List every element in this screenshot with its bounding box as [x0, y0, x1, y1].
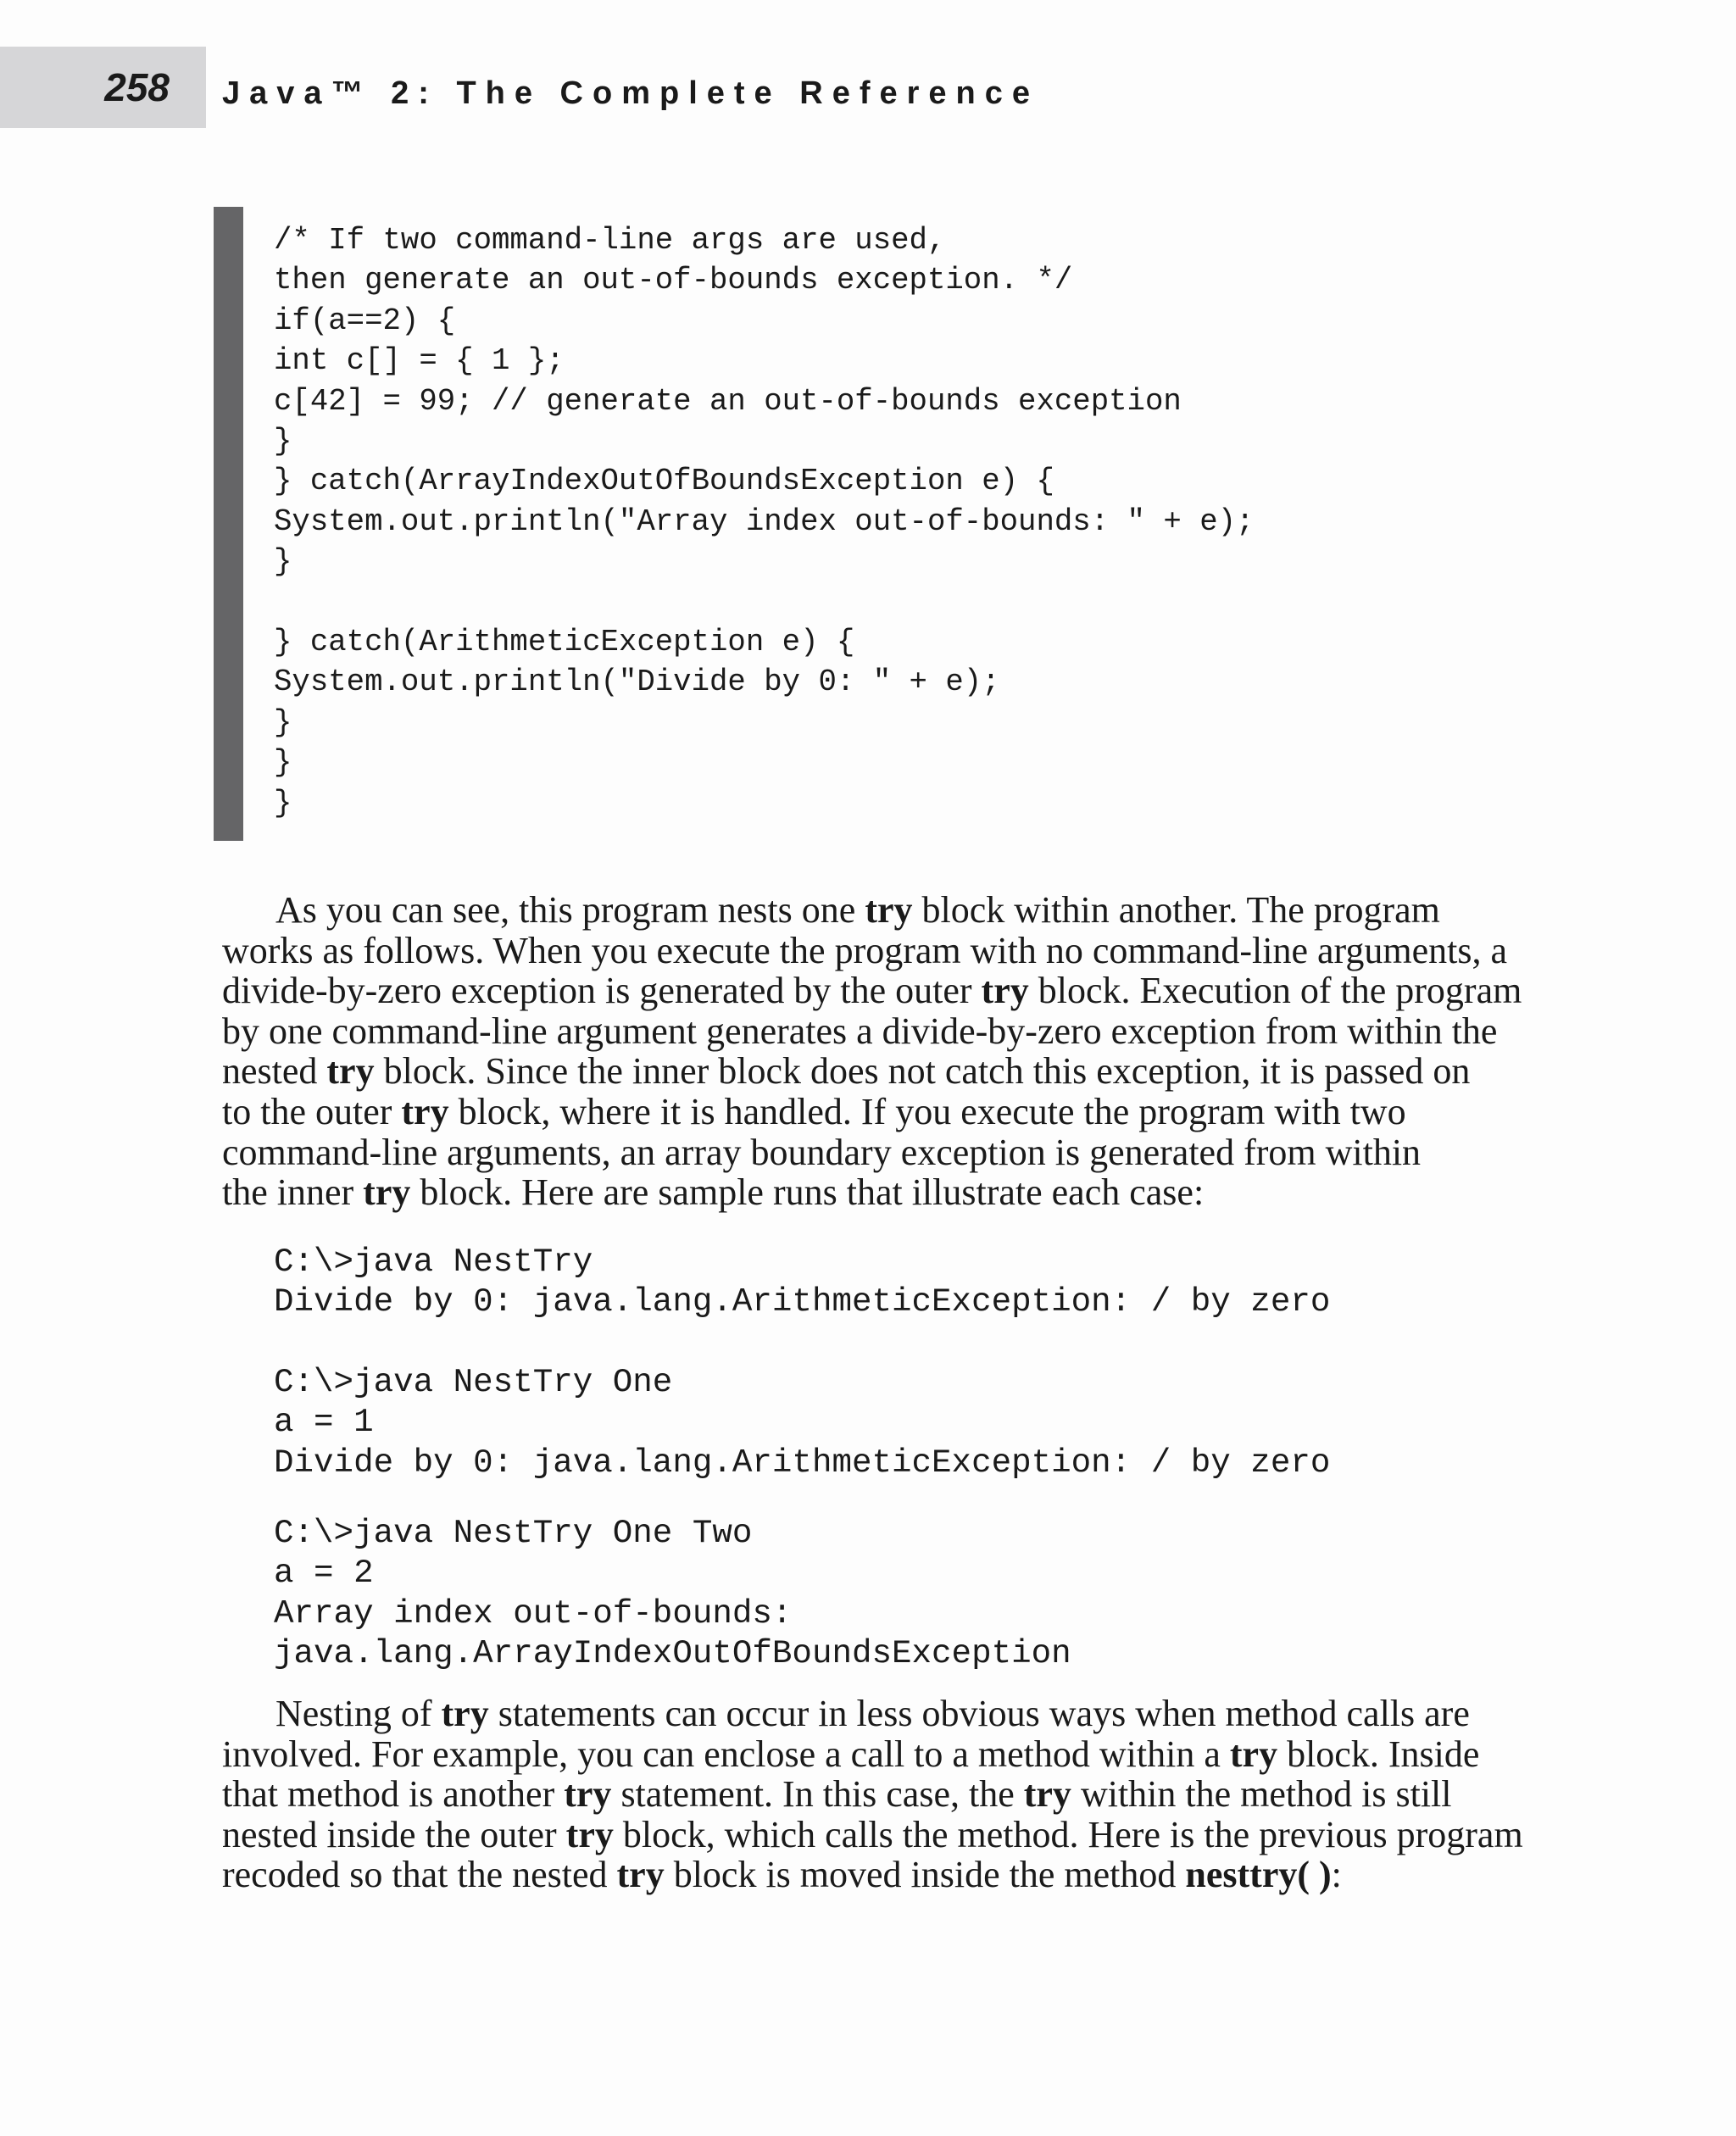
code-line: C:\>java NestTry One	[274, 1363, 673, 1401]
text-run: by one command-line argument generates a divide-by-zero exception from within the	[222, 1010, 1498, 1052]
code-line: a = 2	[274, 1554, 374, 1593]
code-line: /* If two command-line args are used,	[274, 223, 946, 258]
text-run: block, where it is handled. If you execute the program with two	[448, 1090, 1406, 1132]
text-run: block is moved inside the method	[664, 1854, 1186, 1896]
code-line: }	[274, 424, 292, 459]
text-line	[222, 1011, 1527, 1052]
code-keyword: try	[564, 1773, 612, 1816]
text-run: that method is another	[222, 1773, 565, 1816]
text-run: recoded so that the nested	[222, 1854, 617, 1896]
code-keyword: try	[865, 889, 913, 931]
text-run: block. Inside	[1277, 1733, 1480, 1775]
text-run: the inner	[222, 1171, 364, 1214]
code-line	[274, 582, 1254, 622]
text-run: statement. In this case, the	[611, 1773, 1024, 1816]
code-line: then generate an out-of-bounds exception. */	[274, 263, 1073, 298]
code-line: C:\>java NestTry One Two	[274, 1514, 753, 1552]
sample-run-2	[274, 1362, 1330, 1482]
text-line	[222, 1815, 1527, 1855]
text-line	[222, 1172, 1527, 1213]
code-keyword: try	[616, 1854, 665, 1896]
code-line: int c[] = { 1 };	[274, 343, 565, 379]
code-line: }	[274, 544, 292, 580]
text-line	[222, 1855, 1527, 1895]
text-run: block. Execution of the program	[1028, 970, 1522, 1012]
text-line	[222, 890, 1527, 931]
body-paragraph-2	[222, 1694, 1527, 1895]
code-keyword: nesttry( )	[1185, 1854, 1332, 1896]
code-line: a = 1	[274, 1403, 374, 1442]
text-run: divide-by-zero exception is generated by the outer	[222, 970, 982, 1012]
running-title: Java™ 2: The Complete Reference	[222, 75, 1040, 111]
code-keyword: try	[326, 1050, 375, 1093]
text-line	[222, 1051, 1527, 1092]
text-line	[222, 1092, 1527, 1132]
text-run: nested inside the outer	[222, 1813, 566, 1855]
code-line: }	[274, 704, 292, 740]
text-run: block within another. The program	[912, 889, 1440, 931]
code-line: Divide by 0: java.lang.ArithmeticException: / by zero	[274, 1443, 1331, 1482]
code-keyword: try	[565, 1813, 614, 1855]
text-line	[222, 971, 1527, 1011]
text-run: block. Here are sample runs that illustrate each case:	[410, 1171, 1205, 1214]
text-run: works as follows. When you execute the program with no command-line arguments, a	[222, 929, 1508, 971]
page-number: 258	[104, 65, 170, 109]
code-line: Divide by 0: java.lang.ArithmeticException: / by zero	[274, 1282, 1331, 1321]
text-run: to the outer	[222, 1090, 402, 1132]
text-run: block. Since the inner block does not catch this exception, it is passed on	[374, 1050, 1471, 1093]
code-keyword: try	[1229, 1733, 1278, 1775]
text-line	[222, 931, 1527, 971]
text-run: :	[1331, 1854, 1342, 1896]
sample-run-3	[274, 1513, 1071, 1674]
text-line	[222, 1132, 1527, 1173]
code-keyword: try	[363, 1171, 411, 1214]
code-line: if(a==2) {	[274, 303, 456, 338]
code-keyword: try	[441, 1693, 489, 1734]
text-line	[222, 1774, 1527, 1815]
code-keyword: try	[401, 1090, 449, 1132]
code-line: System.out.println("Divide by 0: " + e);	[274, 665, 1000, 700]
text-run: As you can see, this program nests one	[275, 889, 865, 931]
text-run: involved. For example, you can enclose a call to a method within a	[222, 1733, 1230, 1775]
code-line: c[42] = 99; // generate an out-of-bounds exception	[274, 383, 1182, 419]
code-line: }	[274, 745, 292, 781]
code-sidebar-bar	[214, 207, 243, 841]
text-run: command-line arguments, an array boundary exception is generated from within	[222, 1131, 1422, 1173]
text-line	[222, 1734, 1527, 1775]
code-line: System.out.println("Array index out-of-bounds: " + e);	[274, 503, 1255, 539]
code-line: Array index out-of-bounds:	[274, 1594, 793, 1633]
code-keyword: try	[981, 970, 1029, 1012]
code-line: } catch(ArrayIndexOutOfBoundsException e) {	[274, 464, 1054, 499]
text-run: statements can occur in less obvious ways when method calls are	[488, 1693, 1470, 1734]
code-line: } catch(ArithmeticException e) {	[274, 625, 855, 660]
code-line: C:\>java NestTry	[274, 1243, 593, 1281]
body-paragraph-1	[222, 890, 1527, 1213]
code-keyword: try	[1023, 1773, 1071, 1816]
text-line	[222, 1694, 1527, 1734]
sample-run-1	[274, 1242, 1330, 1322]
code-line: }	[274, 785, 292, 820]
code-line: java.lang.ArrayIndexOutOfBoundsException	[274, 1634, 1071, 1673]
text-run: within the method is still	[1071, 1773, 1452, 1816]
code-listing	[274, 220, 1254, 823]
text-run: nested	[222, 1050, 327, 1093]
text-run: Nesting of	[275, 1693, 442, 1734]
text-run: block, which calls the method. Here is the previous program	[613, 1813, 1523, 1855]
